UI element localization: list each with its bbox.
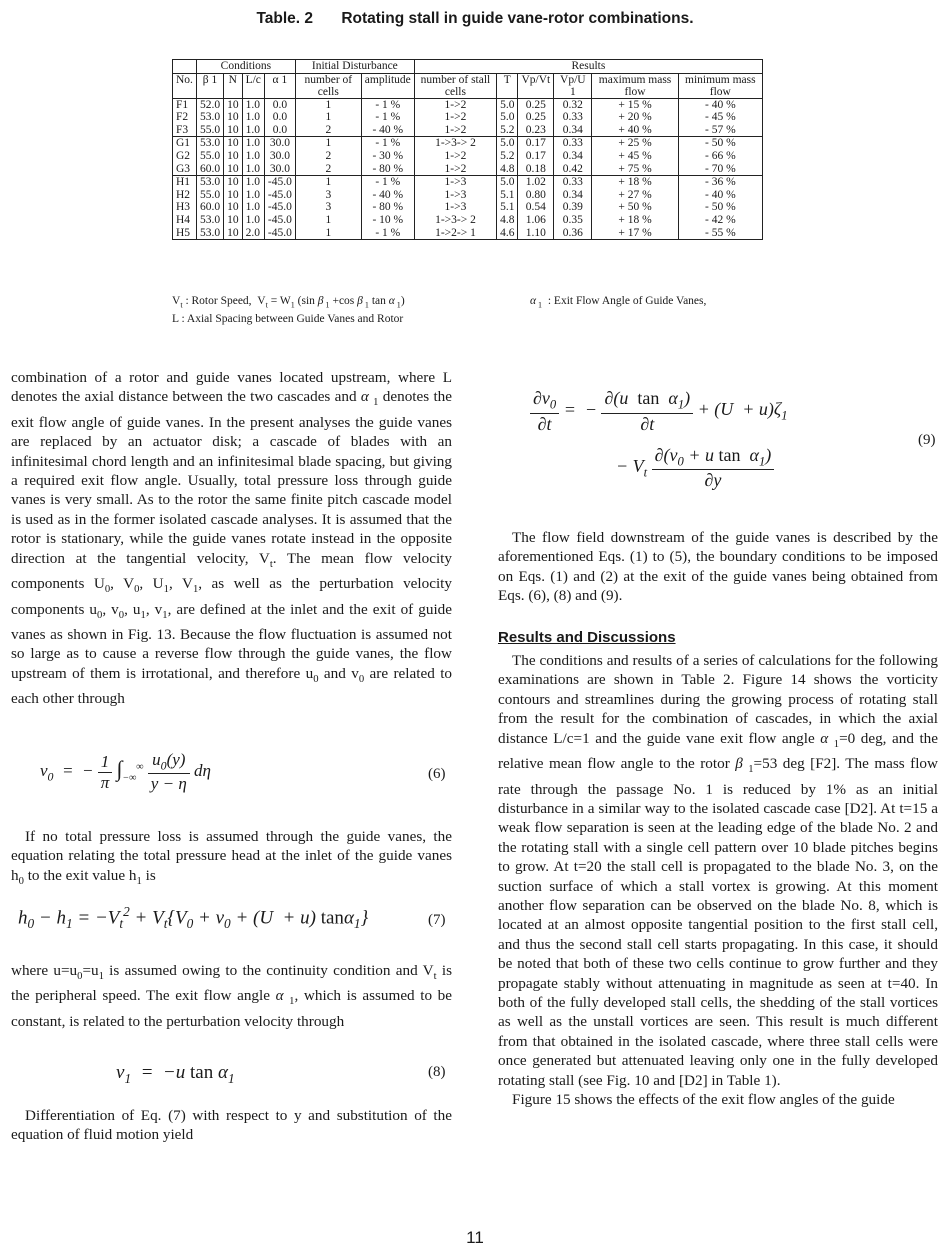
table-cell: + 75 %: [592, 163, 678, 176]
table-cell: - 50 %: [678, 201, 762, 214]
table-cell: 1->2: [414, 98, 496, 111]
table-cell: - 55 %: [678, 227, 762, 240]
table-cell: 1->3: [414, 189, 496, 202]
table-cell: 2.0: [242, 227, 264, 240]
table-cell: 10: [224, 111, 243, 124]
right-paragraph-2: The conditions and results of a series of calculations for the following examinations are shown in Table 2. Figure 14 shows the vorticity contours and streamlines during the growing process of rotating stall from the result for the combination of cascades, in which the axial distance L/c=1 and the guide vane exit flow angle α $_1$=0 deg, and the relative mean flow angle to the rotor β $_1$=53 deg [F2]. The mass flow rate through the passage No. 1 is reduced by 1% as an initial disturbance in a similar way to the isolated cascade case [D2]. At t=15 a weak flow separation is seen at the leading edge of the blade No. 2 and the rotating stall with a single cell pattern over 10 blade pitches begins to grow. At t=20 the stall cell is propagated to the blade No. 3, on the suction surface of which a stall vortex is growing. At this moment another flow separation can be observed on the blade No. 8, which is located at an almost opposite tangential position to the first stall cell, and thus the second stall cell starts propagating. In this case, it should be noted that both of these two cells continue to grow further and they propagate stably without attenuating in magnitude as seen at t=40. In both of the fully developed stall cells, the shedding of the stall vortices as well as the unstall vortices are seen. This result is much different from that obtained in the isolated cascade, where three stall cells were once generated but attenuated leaving only one in the fully developed rotating stall (see Fig. 10 and [D2] in Table 1).: [498, 652, 939, 1089]
table-cell: G1: [173, 137, 197, 150]
equation-6-number: (6): [428, 766, 446, 782]
table-group-header-row: [173, 60, 763, 74]
table-cell: 1.0: [242, 201, 264, 214]
table-cell: 53.0: [196, 137, 223, 150]
note-axial-spacing: L : Axial Spacing between Guide Vanes and Rotor: [172, 313, 404, 326]
table-cell: 55.0: [196, 124, 223, 137]
table-cell: - 1 %: [361, 227, 414, 240]
table-cell: 0.36: [554, 227, 592, 240]
table-cell: -45.0: [264, 189, 295, 202]
table-cell: 1: [295, 137, 361, 150]
table-cell: 1.02: [518, 176, 554, 189]
table-cell: - 40 %: [678, 98, 762, 111]
table-cell: 1.0: [242, 150, 264, 163]
table-cell: 10: [224, 124, 243, 137]
table-cell: 10: [224, 227, 243, 240]
table-row: [173, 214, 763, 227]
table-cell: 4.8: [497, 163, 518, 176]
table-cell: 55.0: [196, 150, 223, 163]
table-cell: 4.6: [497, 227, 518, 240]
table-notes: [172, 294, 772, 326]
column-header: β 1: [196, 73, 223, 98]
table-cell: 0.34: [554, 150, 592, 163]
table-row: [173, 189, 763, 202]
table-cell: -45.0: [264, 227, 295, 240]
table-row: [173, 124, 763, 137]
table-cell: 10: [224, 189, 243, 202]
table-column-header-row: [173, 73, 763, 98]
table-cell: - 40 %: [361, 124, 414, 137]
table-row: [173, 176, 763, 189]
table-cell: 0.35: [554, 214, 592, 227]
table-row: [173, 111, 763, 124]
table-cell: 3: [295, 189, 361, 202]
column-header: L/c: [242, 73, 264, 98]
table-cell: 0.32: [554, 98, 592, 111]
table-cell: 0.25: [518, 111, 554, 124]
table-cell: 1->3: [414, 176, 496, 189]
table-cell: 10: [224, 150, 243, 163]
table-cell: 0.80: [518, 189, 554, 202]
table-cell: 1.0: [242, 111, 264, 124]
column-header: minimum mass flow: [678, 73, 762, 98]
table-cell: 1->3: [414, 201, 496, 214]
table-cell: 5.0: [497, 176, 518, 189]
table-cell: 60.0: [196, 201, 223, 214]
column-header: maximum mass flow: [592, 73, 678, 98]
table-cell: 1.06: [518, 214, 554, 227]
table-cell: - 42 %: [678, 214, 762, 227]
table-cell: 0.54: [518, 201, 554, 214]
table-row: [173, 201, 763, 214]
table-cell: H2: [173, 189, 197, 202]
table-cell: 0.42: [554, 163, 592, 176]
table-cell: 1.0: [242, 176, 264, 189]
table-cell: - 45 %: [678, 111, 762, 124]
group-header-initial-disturbance: Initial Disturbance: [295, 60, 414, 74]
table-row: [173, 150, 763, 163]
left-paragraph-1: combination of a rotor and guide vanes located upstream, where L denotes the axial distance between the two cascades and α $_1$ denotes the exit flow angle of guide vanes. In the present analyses the guide vanes are replaced by an actuator disk; a cascade of blades with an infinitesimal chord length and an infinitesimal blade spacing, but giving a required exit flow angle. Usually, total pressure loss through guide vanes is very small. As to the rotor the same finite pitch cascade model is used as in the former isolated cascade analyses. It is assumed that the rotor is stationary, while the guide vanes rotate instead in the opposite direction at the tangential velocity, $V_t$. The mean flow velocity components $U_0$, $V_0$, $U_1$, $V_1$, as well as the perturbation velocity components $u_0$, $v_0$, $u_1$, $v_1$, are defined at the inlet and the exit of guide vanes as shown in Fig. 13. Because the flow fluctuation is assumed not so large as to cause a reverse flow through the guide vanes, the flow upstream of them is irrotational, and therefore $u_0$ and $v_0$ are related to each other through: [11, 369, 453, 708]
table-cell: 1->2: [414, 163, 496, 176]
stall-results-table: [172, 59, 763, 240]
table-cell: G2: [173, 150, 197, 163]
page-number: 11: [466, 1228, 484, 1247]
table-cell: - 1 %: [361, 111, 414, 124]
table-cell: 1->2: [414, 111, 496, 124]
table-cell: H5: [173, 227, 197, 240]
equation-6: $v_0$ = − $\frac{1}{\pi}$ $\int_{-\infty}^\infty$ $\frac{u_0(y)}{y - \eta}$ dη: [40, 750, 211, 794]
table-cell: 10: [224, 176, 243, 189]
table-cell: F2: [173, 111, 197, 124]
right-paragraph-1: The flow field downstream of the guide vanes is described by the aforementioned Eqs. (1) to (5), the boundary conditions to be imposed on Eqs. (1) and (2) at the exit of the guide vanes being obtained from Eqs. (6), (8) and (9).: [498, 529, 938, 605]
table-cell: 5.1: [497, 189, 518, 202]
table-caption: [0, 10, 950, 28]
table-caption-title: Rotating stall in guide vane-rotor combinations.: [341, 10, 694, 27]
section-heading: Results and Discussions: [498, 628, 676, 646]
column-header: No.: [173, 73, 197, 98]
table-cell: 1.0: [242, 98, 264, 111]
table-caption-label: Table. 2: [256, 10, 314, 27]
table-cell: 30.0: [264, 137, 295, 150]
left-column: [11, 368, 452, 709]
table-cell: 1.0: [242, 214, 264, 227]
column-header: α 1: [264, 73, 295, 98]
table-cell: 0.17: [518, 150, 554, 163]
table-cell: 0.0: [264, 111, 295, 124]
table-row: [173, 98, 763, 111]
table-cell: 1->2-> 1: [414, 227, 496, 240]
column-header: T: [497, 73, 518, 98]
table-cell: G3: [173, 163, 197, 176]
table-cell: 1.0: [242, 189, 264, 202]
table-cell: 0.34: [554, 189, 592, 202]
table-cell: 1->3-> 2: [414, 137, 496, 150]
table-cell: 2: [295, 124, 361, 137]
table-cell: - 50 %: [678, 137, 762, 150]
table-cell: + 18 %: [592, 214, 678, 227]
column-header: Vp/Vt: [518, 73, 554, 98]
table-cell: - 10 %: [361, 214, 414, 227]
table-cell: 10: [224, 137, 243, 150]
table-row: [173, 163, 763, 176]
table-row: [173, 227, 763, 240]
column-header: number of stall cells: [414, 73, 496, 98]
table-cell: 5.1: [497, 201, 518, 214]
table-cell: F1: [173, 98, 197, 111]
table-cell: 0.25: [518, 98, 554, 111]
note-rotor-speed: $V_t$ : Rotor Speed, $V_t = W_1$ (sin β $_1$ +cos β $_1$ tan α $_1$): [172, 295, 405, 310]
table-cell: - 40 %: [361, 189, 414, 202]
right-paragraph-3: Figure 15 shows the effects of the exit flow angles of the guide: [512, 1091, 895, 1109]
table-cell: - 80 %: [361, 163, 414, 176]
table-cell: 3: [295, 201, 361, 214]
right-column: [498, 528, 938, 1109]
table-cell: - 1 %: [361, 176, 414, 189]
table-cell: 1: [295, 214, 361, 227]
equation-9-number: (9): [918, 432, 936, 448]
table-cell: 55.0: [196, 189, 223, 202]
table-cell: 1: [295, 98, 361, 111]
table-body: [173, 98, 763, 240]
table-cell: 0.39: [554, 201, 592, 214]
column-header: amplitude: [361, 73, 414, 98]
table-cell: -45.0: [264, 201, 295, 214]
column-header: number of cells: [295, 73, 361, 98]
table-cell: + 45 %: [592, 150, 678, 163]
table-cell: -45.0: [264, 214, 295, 227]
table-cell: 0.23: [518, 124, 554, 137]
left-paragraph-2: If no total pressure loss is assumed through the guide vanes, the equation relating the total pressure head at the inlet of the guide vanes $h_0$ to the exit value $h_1$ is: [11, 828, 452, 887]
table-cell: H4: [173, 214, 197, 227]
table-cell: 1->2: [414, 150, 496, 163]
table-cell: - 30 %: [361, 150, 414, 163]
table-cell: 5.0: [497, 111, 518, 124]
table-cell: + 50 %: [592, 201, 678, 214]
table-cell: 53.0: [196, 214, 223, 227]
table-cell: + 27 %: [592, 189, 678, 202]
equation-9: $\frac{\partial v_0}{\partial t}$ = − $\frac{\partial(u \tan \alpha_1)}{\partial t}$ + $(U + u)\zeta_1$ − $V_t$ $\frac{\partial(v_0 + u \tan \alpha_1)}{\partial y}$: [530, 388, 890, 491]
table-cell: 5.2: [497, 124, 518, 137]
table-cell: 0.0: [264, 124, 295, 137]
column-header: Vp/U 1: [554, 73, 592, 98]
table-cell: 1.10: [518, 227, 554, 240]
table-cell: -45.0: [264, 176, 295, 189]
left-paragraph-3: where $u=u_0=u_1$ is assumed owing to the continuity condition and $V_t$ is the peripheral speed. The exit flow angle α $_1$, which is assumed to be constant, is related to the perturbation velocity through: [11, 962, 453, 1030]
table-cell: 53.0: [196, 227, 223, 240]
table-cell: - 1 %: [361, 137, 414, 150]
table-cell: 1: [295, 111, 361, 124]
table-cell: 10: [224, 214, 243, 227]
table-cell: 1.0: [242, 124, 264, 137]
table-cell: 60.0: [196, 163, 223, 176]
table-cell: 0.0: [264, 98, 295, 111]
table-cell: + 17 %: [592, 227, 678, 240]
table-cell: 1->3-> 2: [414, 214, 496, 227]
table-cell: 1->2: [414, 124, 496, 137]
table-cell: - 36 %: [678, 176, 762, 189]
table-cell: H3: [173, 201, 197, 214]
column-header: N: [224, 73, 243, 98]
table-cell: + 25 %: [592, 137, 678, 150]
table-cell: - 1 %: [361, 98, 414, 111]
table-row: [173, 137, 763, 150]
table-cell: 10: [224, 163, 243, 176]
table-cell: - 40 %: [678, 189, 762, 202]
table-cell: 0.33: [554, 137, 592, 150]
table-cell: - 57 %: [678, 124, 762, 137]
group-header-results: Results: [414, 60, 762, 74]
note-exit-flow-angle: α $_1$ : Exit Flow Angle of Guide Vanes,: [530, 295, 707, 310]
table-cell: 0.33: [554, 111, 592, 124]
table-cell: 0.33: [554, 176, 592, 189]
table-cell: 30.0: [264, 163, 295, 176]
table-cell: + 40 %: [592, 124, 678, 137]
table-cell: 1.0: [242, 137, 264, 150]
table-cell: 0.18: [518, 163, 554, 176]
table-cell: + 20 %: [592, 111, 678, 124]
table-cell: 52.0: [196, 98, 223, 111]
table-cell: 2: [295, 163, 361, 176]
table-cell: - 80 %: [361, 201, 414, 214]
table-cell: 1: [295, 176, 361, 189]
table-cell: H1: [173, 176, 197, 189]
table-cell: 0.34: [554, 124, 592, 137]
table-cell: 53.0: [196, 111, 223, 124]
table-cell: 30.0: [264, 150, 295, 163]
table-cell: 53.0: [196, 176, 223, 189]
left-paragraph-4: Differentiation of Eq. (7) with respect to y and substitution of the equation of fluid motion yield: [11, 1107, 452, 1144]
table-cell: 4.8: [497, 214, 518, 227]
equation-8: $v_1 = -u$ $\tan \alpha_1$: [116, 1062, 235, 1086]
equation-8-number: (8): [428, 1064, 446, 1080]
table-cell: 5.0: [497, 98, 518, 111]
equation-7: $h_0 - h_1 = -V_t^2 + V_t\{V_0 + v_0 + (U + u)$ tanα$_1$}: [18, 904, 369, 932]
equation-7-number: (7): [428, 912, 446, 928]
table-cell: - 70 %: [678, 163, 762, 176]
table-cell: + 18 %: [592, 176, 678, 189]
table-cell: 10: [224, 201, 243, 214]
table-cell: + 15 %: [592, 98, 678, 111]
table-cell: F3: [173, 124, 197, 137]
table-cell: - 66 %: [678, 150, 762, 163]
table-cell: 2: [295, 150, 361, 163]
table-cell: 1: [295, 227, 361, 240]
table-cell: 10: [224, 98, 243, 111]
table-cell: 5.2: [497, 150, 518, 163]
group-header-conditions: Conditions: [196, 60, 295, 74]
table-cell: 0.17: [518, 137, 554, 150]
table-cell: 1.0: [242, 163, 264, 176]
table-cell: 5.0: [497, 137, 518, 150]
